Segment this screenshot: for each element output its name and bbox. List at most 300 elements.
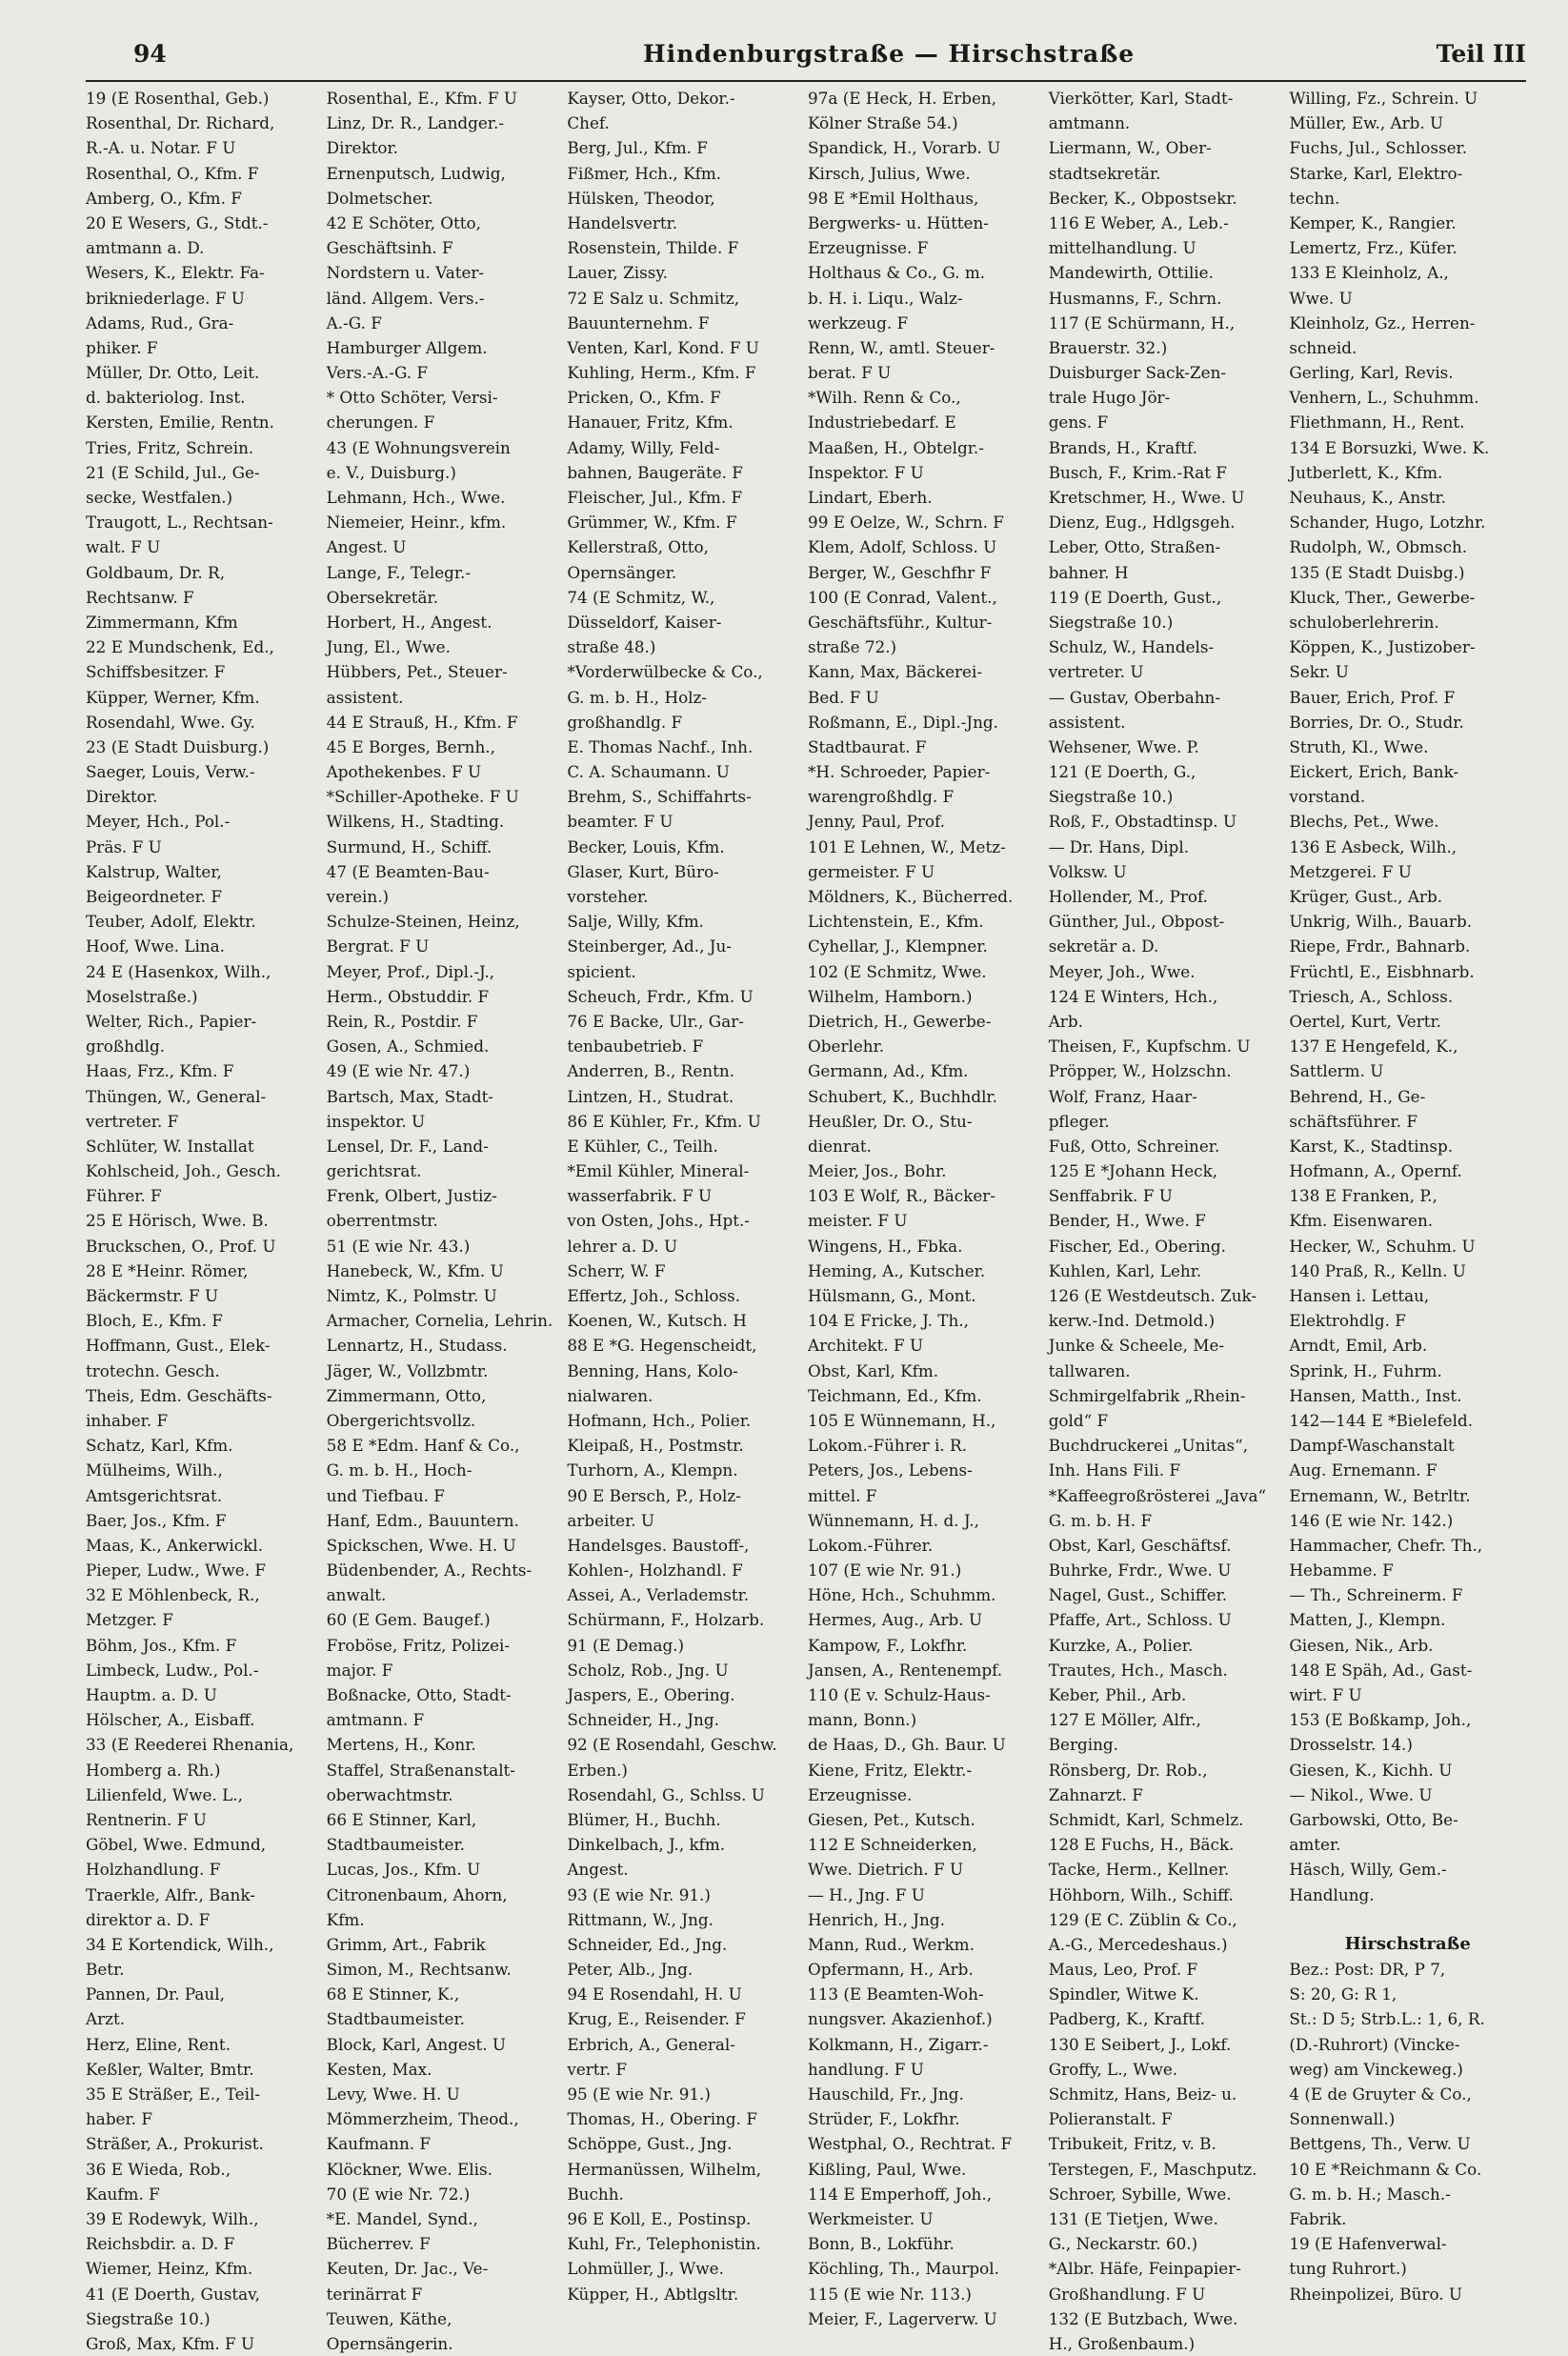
entry-line: Rosenstein, Thilde. F [567, 238, 739, 258]
entry-line: mann, Bonn.) [808, 1710, 917, 1730]
entry-line: Sonnenwall.) [1289, 2109, 1396, 2129]
entry-line: Meyer, Prof., Dipl.-J., [326, 961, 495, 981]
entry-line: * Otto Schöter, Versi- [326, 388, 498, 408]
entry-line: 127 E Möller, Alfr., [1048, 1710, 1201, 1730]
entry-line: Bonn, B., Lokführ. [808, 2234, 955, 2254]
entry-line: Kißling, Paul, Wwe. [808, 2159, 967, 2179]
entry-line: Fischer, Ed., Obering. [1048, 1236, 1226, 1256]
entry-line: Erbrich, A., General- [567, 2034, 735, 2054]
entry-line: Kleinholz, Gz., Herren- [1289, 312, 1476, 332]
entry-line: b. H. i. Liqu., Walz- [808, 288, 963, 308]
entry-line: Siegstraße 10.) [1048, 612, 1174, 632]
entry-line: Vers.-A.-G. F [326, 363, 429, 383]
entry-line: Senffabrik. F U [1048, 1186, 1173, 1206]
entry-line: Schürmann, F., Holzarb. [567, 1610, 765, 1630]
directory-columns [86, 86, 1526, 2353]
entry-line: Rosendahl, G., Schlss. U [567, 1784, 765, 1804]
entry-line: meister. F U [808, 1211, 908, 1231]
entry-line: Tribukeit, Fritz, v. B. [1048, 2134, 1216, 2154]
entry-line: Hammacher, Chefr. Th., [1289, 1535, 1483, 1555]
entry-line: Volksw. U [1048, 861, 1127, 881]
entry-line: Peters, Jos., Lebens- [808, 1460, 973, 1480]
entry-line: vorstand. [1289, 787, 1366, 807]
entry-line: Hülsken, Theodor, [567, 188, 715, 208]
entry-line: major. F [326, 1660, 393, 1680]
entry-line: 114 E Emperhoff, Joh., [808, 2184, 993, 2204]
entry-line: Cyhellar, J., Klempner. [808, 936, 988, 956]
entry-line: Fliethmann, H., Rent. [1289, 413, 1465, 433]
entry-line: Jenny, Paul, Prof. [808, 812, 945, 832]
entry-line: Arb. [1048, 1011, 1083, 1031]
entry-line: Werkmeister. U [808, 2208, 934, 2228]
entry-line: 4 (E de Gruyter & Co., [1289, 2084, 1472, 2104]
entry-line: Kaufm. F [86, 2184, 160, 2204]
entry-line: 112 E Schneiderken, [808, 1835, 977, 1855]
entry-line: Opfermann, H., Arb. [808, 1960, 974, 1980]
entry-line: Rheinpolizei, Büro. U [1289, 2284, 1463, 2304]
entry-line: Garbowski, Otto, Be- [1289, 1809, 1458, 1829]
entry-line: Hauschild, Fr., Jng. [808, 2084, 964, 2104]
entry-line: Goldbaum, Dr. R, [86, 562, 226, 582]
entry-line: Erben.) [567, 1760, 628, 1780]
entry-line: Nimtz, K., Polmstr. U [326, 1286, 497, 1305]
entry-line: Reichsbdir. a. D. F [86, 2234, 235, 2254]
entry-line: 60 (E Gem. Baugef.) [326, 1610, 491, 1630]
entry-line: — Gustav, Oberbahn- [1048, 687, 1221, 707]
entry-line: Betr. [86, 1960, 125, 1980]
entry-line: 100 (E Conrad, Valent., [808, 587, 997, 607]
entry-line: Maas, K., Ankerwickl. [86, 1535, 264, 1555]
page-title: Hindenburgstraße — Hirschstraße [643, 40, 1136, 68]
entry-line: Ernenputsch, Ludwig, [326, 163, 506, 183]
entry-line: *Albr. Häfe, Feinpapier- [1048, 2259, 1241, 2279]
entry-line: 36 E Wieda, Rob., [86, 2159, 231, 2179]
entry-line: Husmanns, F., Schrn. [1048, 288, 1222, 308]
entry-line: Scheuch, Frdr., Kfm. U [567, 986, 754, 1006]
entry-line: Kaufmann. F [326, 2134, 432, 2154]
entry-line: phiker. F [86, 337, 158, 357]
entry-line: 35 E Sträßer, E., Teil- [86, 2084, 261, 2104]
entry-line: Mertens, H., Konr. [326, 1735, 476, 1755]
entry-line: Teichmann, Ed., Kfm. [808, 1385, 982, 1405]
entry-line: Jung, El., Wwe. [326, 637, 451, 657]
entry-line: Oberlehr. [808, 1037, 885, 1057]
entry-line: Sattlerm. U [1289, 1061, 1384, 1081]
entry-line: Kolkmann, H., Zigarr.- [808, 2034, 989, 2054]
entry-line: 44 E Strauß, H., Kfm. F [326, 712, 518, 732]
entry-line: Glaser, Kurt, Büro- [567, 861, 719, 881]
entry-line: gens. F [1048, 413, 1109, 433]
entry-line: Kuhling, Herm., Kfm. F [567, 363, 756, 383]
entry-line: Kohlscheid, Joh., Gesch. [86, 1161, 282, 1181]
entry-line: Amtsgerichtsrat. [86, 1485, 223, 1505]
entry-line: Hanf, Edm., Bauuntern. [326, 1510, 519, 1530]
entry-line: Buhrke, Frdr., Wwe. U [1048, 1561, 1232, 1581]
entry-line: von Osten, Johs., Hpt.- [567, 1211, 750, 1231]
entry-line: E Kühler, C., Teilh. [567, 1136, 718, 1156]
entry-line: Kiene, Fritz, Elektr.- [808, 1760, 973, 1780]
entry-line: Rosendahl, Wwe. Gy. [86, 712, 255, 732]
entry-line: Günther, Jul., Obpost- [1048, 912, 1225, 932]
entry-line: — Th., Schreinerm. F [1289, 1585, 1463, 1605]
entry-line: Pieper, Ludw., Wwe. F [86, 1561, 267, 1581]
entry-line: 43 (E Wohnungsverein [326, 437, 511, 457]
entry-line: Siegstraße 10.) [1048, 787, 1174, 807]
entry-line: *Emil Kühler, Mineral- [567, 1161, 750, 1181]
entry-line: Führer. F [86, 1186, 162, 1206]
entry-line: Wwe. U [1289, 288, 1353, 308]
entry-line: Elektrohdlg. F [1289, 1311, 1406, 1331]
entry-line: Wwe. Dietrich. F U [808, 1860, 964, 1880]
entry-line: Hollender, M., Prof. [1048, 887, 1208, 906]
entry-line: Handelsges. Baustoff-, [567, 1535, 750, 1555]
entry-line: Zimmermann, Kfm [86, 612, 238, 632]
entry-line: Hauptm. a. D. U [86, 1685, 217, 1704]
entry-line: Obersekretär. [326, 587, 439, 607]
entry-line: Wilkens, H., Stadting. [326, 812, 505, 832]
entry-line: 10 E *Reichmann & Co. [1289, 2159, 1482, 2179]
entry-line: 42 E Schöter, Otto, [326, 212, 481, 232]
entry-line: Kfm. [326, 1909, 365, 1929]
entry-line: Kirsch, Julius, Wwe. [808, 163, 971, 183]
entry-line: de Haas, D., Gh. Baur. U [808, 1735, 1006, 1755]
entry-line: 126 (E Westdeutsch. Zuk- [1048, 1286, 1257, 1305]
entry-line: Renn, W., amtl. Steuer- [808, 337, 995, 357]
entry-line: Teuber, Adolf, Elektr. [86, 912, 256, 932]
entry-line: Rosenthal, E., Kfm. F U [326, 89, 518, 108]
entry-line: Zahnarzt. F [1048, 1784, 1143, 1804]
entry-line: amtmann. F [326, 1710, 425, 1730]
part-label: Teil III [1436, 40, 1526, 68]
entry-line: Thüngen, W., General- [86, 1086, 267, 1106]
entry-line: Kretschmer, H., Wwe. U [1048, 488, 1245, 507]
entry-line: Inspektor. F U [808, 462, 924, 482]
entry-line: vertreter. U [1048, 662, 1144, 682]
entry-line: 137 E Hengefeld, K., [1289, 1037, 1458, 1057]
entry-line: (D.-Ruhrort) (Vincke- [1289, 2034, 1460, 2054]
entry-line: Wehsener, Wwe. P. [1048, 736, 1199, 756]
entry-line: Heming, A., Kutscher. [808, 1260, 986, 1280]
entry-line: Angest. U [326, 537, 407, 557]
entry-line: Lintzen, H., Studrat. [567, 1086, 734, 1106]
entry-line: assistent. [326, 687, 404, 707]
entry-line: warengroßhdlg. F [808, 787, 955, 807]
entry-line: Direktor. [86, 787, 158, 807]
entry-line: Herz, Eline, Rent. [86, 2034, 231, 2054]
entry-line: Haas, Frz., Kfm. F [86, 1061, 234, 1081]
entry-line: Obergerichtsvollz. [326, 1410, 476, 1430]
entry-line: Linz, Dr. R., Landger.- [326, 113, 504, 133]
entry-line: Köchling, Th., Maurpol. [808, 2259, 999, 2279]
entry-line: nialwaren. [567, 1385, 653, 1405]
entry-line: Schubert, K., Buchhdlr. [808, 1086, 997, 1106]
entry-line: 125 E *Johann Heck, [1048, 1161, 1218, 1181]
entry-line: Müller, Ew., Arb. U [1289, 113, 1444, 133]
entry-line: Klem, Adolf, Schloss. U [808, 537, 997, 557]
entry-line: vorsteher. [567, 887, 649, 906]
entry-line: bahner. H [1048, 562, 1129, 582]
entry-line: 134 E Borsuzki, Wwe. K. [1289, 437, 1490, 457]
entry-line: mittelhandlung. U [1048, 238, 1196, 258]
entry-line: Venten, Karl, Kond. F U [567, 337, 759, 357]
entry-line: Hanebeck, W., Kfm. U [326, 1260, 504, 1280]
entry-line: Zimmermann, Otto, [326, 1385, 487, 1405]
entry-line: Drosselstr. 14.) [1289, 1735, 1413, 1755]
entry-line: beamter. F U [567, 812, 673, 832]
entry-line: Meier, Jos., Bohr. [808, 1161, 947, 1181]
entry-line: Pröpper, W., Holzschn. [1048, 1061, 1232, 1081]
entry-line: Kann, Max, Bäckerei- [808, 662, 982, 682]
entry-line: Kuhl, Fr., Telephonistin. [567, 2234, 761, 2254]
entry-line: Junke & Scheele, Me- [1048, 1336, 1225, 1356]
entry-line: gold“ F [1048, 1410, 1109, 1430]
entry-line: Wingens, H., Fbka. [808, 1236, 963, 1256]
entry-line: Bloch, E., Kfm. F [86, 1311, 223, 1331]
entry-line: Lennartz, H., Studass. [326, 1336, 508, 1356]
entry-line: Assei, A., Verlademstr. [567, 1585, 750, 1605]
entry-line: secke, Westfalen.) [86, 488, 233, 507]
entry-line: Behrend, H., Ge- [1289, 1086, 1426, 1106]
entry-line: wasserfabrik. F U [567, 1186, 713, 1206]
entry-line: Schroer, Sybille, Wwe. [1048, 2184, 1232, 2204]
entry-line: Adams, Rud., Gra- [86, 312, 234, 332]
entry-line: *H. Schroeder, Papier- [808, 762, 991, 782]
entry-line: Buchh. [567, 2184, 624, 2204]
entry-line: inspektor. U [326, 1111, 426, 1131]
entry-line: Boßnacke, Otto, Stadt- [326, 1685, 512, 1704]
entry-line: 47 (E Beamten-Bau- [326, 861, 490, 881]
entry-line: Busch, F., Krim.-Rat F [1048, 462, 1227, 482]
entry-line: 76 E Backe, Ulr., Gar- [567, 1011, 744, 1031]
entry-line: Traugott, L., Rechtsan- [86, 513, 273, 533]
entry-line: 124 E Winters, Hch., [1048, 986, 1218, 1006]
entry-line: Siegstraße 10.) [86, 2308, 211, 2328]
entry-line: Hermes, Aug., Arb. U [808, 1610, 983, 1630]
entry-line: Liermann, W., Ober- [1048, 138, 1212, 158]
entry-line: Traerkle, Alfr., Bank- [86, 1884, 255, 1904]
entry-line: Erzeugnisse. F [808, 238, 929, 258]
entry-line: 34 E Kortendick, Wilh., [86, 1934, 274, 1954]
entry-line: 19 (E Hafenverwal- [1289, 2234, 1447, 2254]
entry-line: Jaspers, E., Obering. [567, 1685, 735, 1704]
entry-line: Frenk, Olbert, Justiz- [326, 1186, 497, 1206]
entry-line: Bez.: Post: DR, P 7, [1289, 1960, 1446, 1980]
entry-line: 72 E Salz u. Schmitz, [567, 288, 740, 308]
entry-line: Neuhaus, K., Anstr. [1289, 488, 1447, 507]
entry-line: 105 E Wünnemann, H., [808, 1410, 996, 1430]
entry-line: 49 (E wie Nr. 47.) [326, 1061, 471, 1081]
entry-line: Simon, M., Rechtsanw. [326, 1960, 512, 1980]
entry-line: spicient. [567, 961, 636, 981]
entry-line: Bergwerks- u. Hütten- [808, 212, 989, 232]
entry-line: Schöppe, Gust., Jng. [567, 2134, 733, 2154]
entry-line: Steinberger, Ad., Ju- [567, 936, 732, 956]
entry-line: Früchtl, E., Eisbhnarb. [1289, 961, 1475, 981]
entry-line: Hanauer, Fritz, Kfm. [567, 413, 734, 433]
entry-line: Stadtbaurat. F [808, 736, 927, 756]
entry-line: 115 (E wie Nr. 113.) [808, 2284, 972, 2304]
entry-line: Küpper, Werner, Kfm. [86, 687, 260, 707]
entry-line: Hansen, Matth., Inst. [1289, 1385, 1462, 1405]
entry-line: 148 E Späh, Ad., Gast- [1289, 1660, 1473, 1680]
entry-line: Arzt. [86, 2009, 126, 2029]
entry-line: Germann, Ad., Kfm. [808, 1061, 969, 1081]
entry-line: Präs. F U [86, 836, 162, 856]
entry-line: Industriebedarf. E [808, 413, 956, 433]
entry-line: Adamy, Willy, Feld- [567, 437, 720, 457]
entry-line: 102 (E Schmitz, Wwe. [808, 961, 987, 981]
entry-line: Bücherrev. F [326, 2234, 431, 2254]
entry-line: germeister. F U [808, 861, 935, 881]
entry-line: pfleger. [1048, 1111, 1110, 1131]
entry-line: 117 (E Schürmann, H., [1048, 312, 1236, 332]
entry-line: Düsseldorf, Kaiser- [567, 612, 722, 632]
entry-line: großhdlg. [86, 1037, 166, 1057]
entry-line: Aug. Ernemann. F [1289, 1460, 1437, 1480]
entry-line: G. m. b. H., Hoch- [326, 1460, 472, 1480]
entry-line: 92 (E Rosendahl, Geschw. [567, 1735, 777, 1755]
entry-line: 68 E Stinner, K., [326, 1984, 460, 2004]
entry-line: Fuchs, Jul., Schlosser. [1289, 138, 1468, 158]
entry-line: Froböse, Fritz, Polizei- [326, 1635, 511, 1655]
entry-line: Klöckner, Wwe. Elis. [326, 2159, 493, 2179]
entry-line: 138 E Franken, P., [1289, 1186, 1437, 1206]
entry-line: nungsver. Akazienhof.) [808, 2009, 993, 2029]
entry-line: A.-G. F [326, 312, 382, 332]
entry-line: trotechn. Gesch. [86, 1360, 220, 1380]
entry-line: Mann, Rud., Werkm. [808, 1934, 975, 1954]
entry-line: 94 E Rosendahl, H. U [567, 1984, 742, 2004]
entry-line: Apothekenbes. F U [326, 762, 482, 782]
entry-line: mittel. F [808, 1485, 877, 1505]
entry-line: Hebamme. F [1289, 1561, 1394, 1581]
entry-line: terinärrat F [326, 2284, 423, 2304]
entry-line: Kölner Straße 54.) [808, 113, 958, 133]
entry-line: Buchdruckerei „Unitas“, [1048, 1436, 1249, 1456]
entry-line: Schmidt, Karl, Schmelz. [1048, 1809, 1244, 1829]
entry-line: Angest. [567, 1860, 629, 1880]
entry-line: Metzgerei. F U [1289, 861, 1412, 881]
entry-line: Möldners, K., Bücherred. [808, 887, 1014, 906]
entry-line: Handlung. [1289, 1884, 1375, 1904]
directory-column-6 [1289, 86, 1526, 2304]
entry-line: Wilhelm, Hamborn.) [808, 986, 973, 1006]
entry-line: Nagel, Gust., Schiffer. [1048, 1585, 1228, 1605]
entry-line: 70 (E wie Nr. 72.) [326, 2184, 471, 2204]
entry-line: 130 E Seibert, J., Lokf. [1048, 2034, 1232, 2054]
entry-line: Homberg a. Rh.) [86, 1760, 221, 1780]
entry-line: 22 E Mundschenk, Ed., [86, 637, 274, 657]
entry-line: — Nikol., Wwe. U [1289, 1784, 1433, 1804]
entry-line: Bauunternehm. F [567, 312, 710, 332]
entry-line: Kayser, Otto, Dekor.- [567, 89, 735, 108]
entry-line: Pricken, O., Kfm. F [567, 388, 721, 408]
page-header [86, 38, 1526, 82]
entry-line: Chef. [567, 113, 610, 133]
entry-line: Lindart, Eberh. [808, 488, 933, 507]
entry-line: Lichtenstein, E., Kfm. [808, 912, 984, 932]
entry-line: Bartsch, Max, Stadt- [326, 1086, 493, 1106]
entry-line: stadtsekretär. [1048, 163, 1161, 183]
entry-line: 107 (E wie Nr. 91.) [808, 1561, 962, 1581]
entry-line: 135 (E Stadt Duisbg.) [1289, 562, 1465, 582]
entry-line: Jäger, W., Vollzbmtr. [326, 1360, 489, 1380]
entry-line: Hecker, W., Schuhm. U [1289, 1236, 1476, 1256]
entry-line: Rechtsanw. F [86, 587, 194, 607]
entry-line: straße 48.) [567, 637, 656, 657]
entry-line: Trautes, Hch., Masch. [1048, 1660, 1228, 1680]
entry-line: Arndt, Emil, Arb. [1289, 1336, 1428, 1356]
entry-line: Lehmann, Hch., Wwe. [326, 488, 506, 507]
entry-line: G. m. b. H., Holz- [567, 687, 708, 707]
entry-line: Keuten, Dr. Jac., Ve- [326, 2259, 489, 2279]
entry-line: Keßler, Walter, Bmtr. [86, 2059, 254, 2079]
entry-line: Hansen i. Lettau, [1289, 1286, 1430, 1305]
entry-line: Wiemer, Heinz, Kfm. [86, 2259, 253, 2279]
entry-line: Bruckschen, O., Prof. U [86, 1236, 276, 1256]
entry-line: amtmann a. D. [86, 238, 205, 258]
entry-line: Theis, Edm. Geschäfts- [86, 1385, 272, 1405]
entry-line: Küpper, H., Abtlgsltr. [567, 2284, 739, 2304]
entry-line: Surmund, H., Schiff. [326, 836, 493, 856]
entry-line: Groffy, L., Wwe. [1048, 2059, 1178, 2079]
entry-line: Opernsänger. [567, 562, 677, 582]
entry-line: Grümmer, W., Kfm. F [567, 513, 737, 533]
entry-line: Staffel, Straßenanstalt- [326, 1760, 515, 1780]
entry-line: S: 20, G: R 1, [1289, 1984, 1397, 2004]
entry-line: oberrentmstr. [326, 1211, 438, 1231]
entry-line: Saeger, Louis, Verw.- [86, 762, 255, 782]
entry-line: Struth, Kl., Wwe. [1289, 736, 1429, 756]
entry-line: amter. [1289, 1835, 1341, 1855]
entry-line: Berging. [1048, 1735, 1118, 1755]
entry-line: länd. Allgem. Vers.- [326, 288, 485, 308]
entry-line: St.: D 5; Strb.L.: 1, 6, R. [1289, 2009, 1485, 2029]
entry-line: Kampow, F., Lokfhr. [808, 1635, 968, 1655]
entry-line: Kuhlen, Karl, Lehr. [1048, 1260, 1202, 1280]
entry-line: E. Thomas Nachf., Inh. [567, 736, 754, 756]
entry-line: 91 (E Demag.) [567, 1635, 685, 1655]
entry-line: und Tiefbau. F [326, 1485, 445, 1505]
entry-line: Lokom.-Führer i. R. [808, 1436, 968, 1456]
entry-line: Meyer, Hch., Pol.- [86, 812, 231, 832]
entry-line: 116 E Weber, A., Leb.- [1048, 212, 1229, 232]
entry-line: direktor a. D. F [86, 1909, 211, 1929]
street-heading: Hirschstraße [1344, 1933, 1471, 1954]
entry-line: brikniederlage. F U [86, 288, 245, 308]
entry-line: Holthaus & Co., G. m. [808, 263, 986, 283]
entry-line: 113 (E Beamten-Woh- [808, 1984, 984, 2004]
entry-line: Eickert, Erich, Bank- [1289, 762, 1459, 782]
entry-line: amtmann. [1048, 113, 1131, 133]
entry-line: 97a (E Heck, H. Erben, [808, 89, 997, 108]
entry-line: Oertel, Kurt, Vertr. [1289, 1011, 1441, 1031]
entry-line: Erzeugnisse. [808, 1784, 913, 1804]
entry-line: Grimm, Art., Fabrik [326, 1934, 486, 1954]
entry-line: tallwaren. [1048, 1360, 1131, 1380]
entry-line: Welter, Rich., Papier- [86, 1011, 257, 1031]
entry-line: 146 (E wie Nr. 142.) [1289, 1510, 1454, 1530]
entry-line: Krüger, Gust., Arb. [1289, 887, 1443, 906]
entry-line: G. m. b. H. F [1048, 1510, 1153, 1530]
entry-line: Bäckermstr. F U [86, 1286, 219, 1305]
entry-line: Kemper, K., Rangier. [1289, 212, 1457, 232]
entry-line: Handelsvertr. [567, 212, 678, 232]
entry-line: Schlüter, W. Installat [86, 1136, 254, 1156]
entry-line: Köppen, K., Justizober- [1289, 637, 1476, 657]
entry-line: Baer, Jos., Kfm. F [86, 1510, 227, 1530]
entry-line: Bed. F U [808, 687, 879, 707]
